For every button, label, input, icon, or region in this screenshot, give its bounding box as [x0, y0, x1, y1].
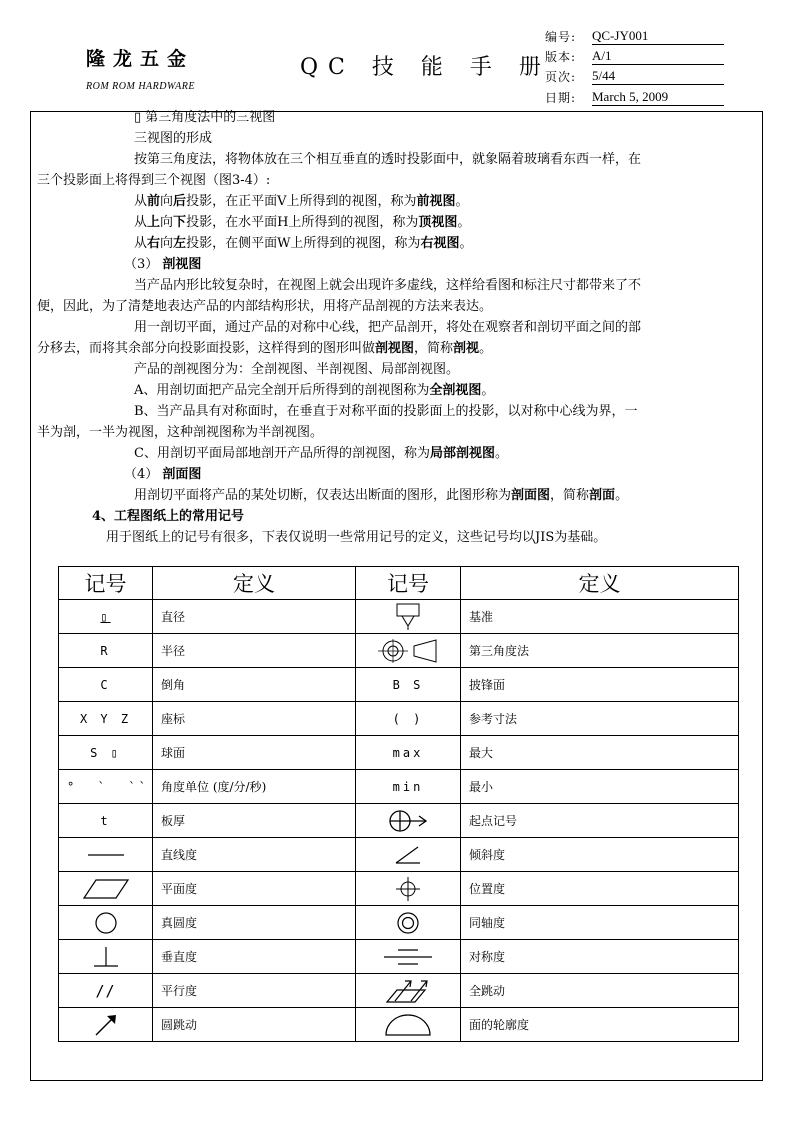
table-row — [59, 804, 739, 838]
definition-cell: 第三角度法 — [461, 634, 739, 668]
table-row — [59, 872, 739, 906]
definition-cell: 面的轮廓度 — [461, 1008, 739, 1042]
radius-symbol: R — [59, 634, 153, 668]
company-name: 隆龙五金 — [86, 48, 195, 70]
date-value: March 5, 2009 — [592, 89, 724, 106]
symbol-table — [58, 566, 739, 1042]
definition-cell: 圆跳动 — [153, 1008, 356, 1042]
definition-cell: 最小 — [461, 770, 739, 804]
sphere-symbol: S ▯ — [59, 736, 153, 770]
table-row — [59, 736, 739, 770]
reference-dimension-symbol: ( ) — [356, 702, 461, 736]
table-row — [59, 770, 739, 804]
paragraph-line: 产品的剖视图分为：全剖视图、半剖视图、局部剖视图。 — [134, 362, 460, 377]
third-angle-projection-icon — [356, 634, 461, 668]
min-symbol: min — [356, 770, 461, 804]
table-row — [59, 1008, 739, 1042]
section-3-heading: （3） 剖视图 — [124, 257, 202, 272]
datum-icon — [356, 600, 461, 634]
definition-cell: 真圆度 — [153, 906, 356, 940]
total-runout-icon — [356, 974, 461, 1008]
circular-runout-icon — [59, 1008, 153, 1042]
table-row — [59, 634, 739, 668]
flatness-icon — [59, 872, 153, 906]
subheading-formation: 三视图的形成 — [134, 131, 213, 146]
paragraph-line: 用剖切平面将产品的某处切断，仅表达出断面的图形，此图形称为剖面图，简称剖面。 — [134, 488, 629, 503]
angularity-icon — [356, 838, 461, 872]
company-name-english: ROM ROM HARDWARE — [86, 81, 195, 92]
table-header-row — [59, 567, 739, 600]
max-symbol: max — [356, 736, 461, 770]
definition-cell: 座标 — [153, 702, 356, 736]
thickness-symbol: t — [59, 804, 153, 838]
date-label: 日期: — [545, 91, 577, 105]
header-definition: 定义 — [461, 567, 739, 600]
table-row — [59, 906, 739, 940]
definition-cell: 倒角 — [153, 668, 356, 702]
definition-cell: 直线度 — [153, 838, 356, 872]
definition-cell: 半径 — [153, 634, 356, 668]
header-symbol: 记号 — [356, 567, 461, 600]
definition-cell: 基准 — [461, 600, 739, 634]
paragraph-line: 三个投影面上将得到三个视图（图3-4）: — [37, 173, 271, 188]
table-row — [59, 838, 739, 872]
header-definition: 定义 — [153, 567, 356, 600]
paragraph-line: B、当产品具有对称面时，在垂直于对称平面的投影面上的投影，以对称中心线为界，一 — [134, 404, 638, 419]
definition-cell: 球面 — [153, 736, 356, 770]
definition-cell: 直径 — [153, 600, 356, 634]
definition-cell: 对称度 — [461, 940, 739, 974]
view-right-line: 从右向左投影，在侧平面W上所得到的视图，称为右视图。 — [134, 236, 473, 251]
section-heading-symbols: 4、工程图纸上的常用记号 — [92, 509, 245, 524]
view-top-line: 从上向下投影，在水平面H上所得到的视图，称为顶视图。 — [134, 215, 471, 230]
header-symbol: 记号 — [59, 567, 153, 600]
version-value: A/1 — [592, 48, 724, 65]
definition-cell: 同轴度 — [461, 906, 739, 940]
table-row — [59, 974, 739, 1008]
definition-cell: 披锋面 — [461, 668, 739, 702]
definition-cell: 全跳动 — [461, 974, 739, 1008]
coordinate-symbol: X Y Z — [59, 702, 153, 736]
position-icon — [356, 872, 461, 906]
paragraph-line: 用一剖切平面，通过产品的对称中心线，把产品剖开，将处在观察者和剖切平面之间的部 — [134, 320, 642, 335]
paragraph-line: 用于图纸上的记号有很多，下表仅说明一些常用记号的定义，这些记号均以JIS为基础。 — [106, 530, 607, 545]
page-label: 页次: — [545, 70, 577, 84]
table-row — [59, 702, 739, 736]
paragraph-line: A、用剖切面把产品完全剖开后所得到的剖视图称为全剖视图。 — [134, 383, 495, 398]
definition-cell: 角度单位 (度/分/秒) — [153, 770, 356, 804]
origin-mark-icon — [356, 804, 461, 838]
circularity-icon — [59, 906, 153, 940]
diameter-symbol: ▯ — [59, 600, 153, 634]
straightness-icon — [59, 838, 153, 872]
definition-cell: 倾斜度 — [461, 838, 739, 872]
surface-profile-icon — [356, 1008, 461, 1042]
parallelism-symbol: // — [59, 974, 153, 1008]
section-4-heading: （4） 剖面图 — [124, 467, 202, 482]
paragraph-line: 便，因此，为了清楚地表达产品的内部结构形状，用将产品剖视的方法来表达。 — [37, 299, 493, 314]
paragraph-line: 半为剖，一半为视图，这种剖视图称为半剖视图。 — [37, 425, 324, 440]
definition-cell: 最大 — [461, 736, 739, 770]
view-front-line: 从前向后投影，在正平面V上所得到的视图，称为前视图。 — [134, 194, 469, 209]
page-value: 5/44 — [592, 68, 724, 85]
concentricity-icon — [356, 906, 461, 940]
definition-cell: 垂直度 — [153, 940, 356, 974]
manual-title: QC 技 能 手 册 — [300, 55, 551, 80]
burr-surface-symbol: B S — [356, 668, 461, 702]
definition-cell: 平行度 — [153, 974, 356, 1008]
perpendicularity-icon — [59, 940, 153, 974]
definition-cell: 起点记号 — [461, 804, 739, 838]
table-row — [59, 940, 739, 974]
section-heading-three-views: ▯ 第三角度法中的三视图 — [134, 110, 276, 125]
definition-cell: 参考寸法 — [461, 702, 739, 736]
angle-unit-symbol: ° ` `` — [59, 770, 153, 804]
definition-cell: 位置度 — [461, 872, 739, 906]
paragraph-line: C、用剖切平面局部地剖开产品所得的剖视图，称为局部剖视图。 — [134, 446, 508, 461]
symmetry-icon — [356, 940, 461, 974]
chamfer-symbol: C — [59, 668, 153, 702]
definition-cell: 板厚 — [153, 804, 356, 838]
definition-cell: 平面度 — [153, 872, 356, 906]
table-row — [59, 600, 739, 634]
doc-number-label: 编号: — [545, 30, 577, 44]
table-row — [59, 668, 739, 702]
version-label: 版本: — [545, 50, 577, 64]
paragraph-line: 分移去，而将其余部分向投影面投影，这样得到的图形叫做剖视图，简称剖视。 — [37, 341, 493, 356]
paragraph-line: 按第三角度法，将物体放在三个相互垂直的透时投影面中，就象隔着玻璃看东西一样，在 — [134, 152, 642, 167]
doc-number-value: QC-JY001 — [592, 28, 724, 45]
paragraph-line: 当产品内形比较复杂时，在视图上就会出现许多虚线，这样给看图和标注尺寸都带来了不 — [134, 278, 642, 293]
